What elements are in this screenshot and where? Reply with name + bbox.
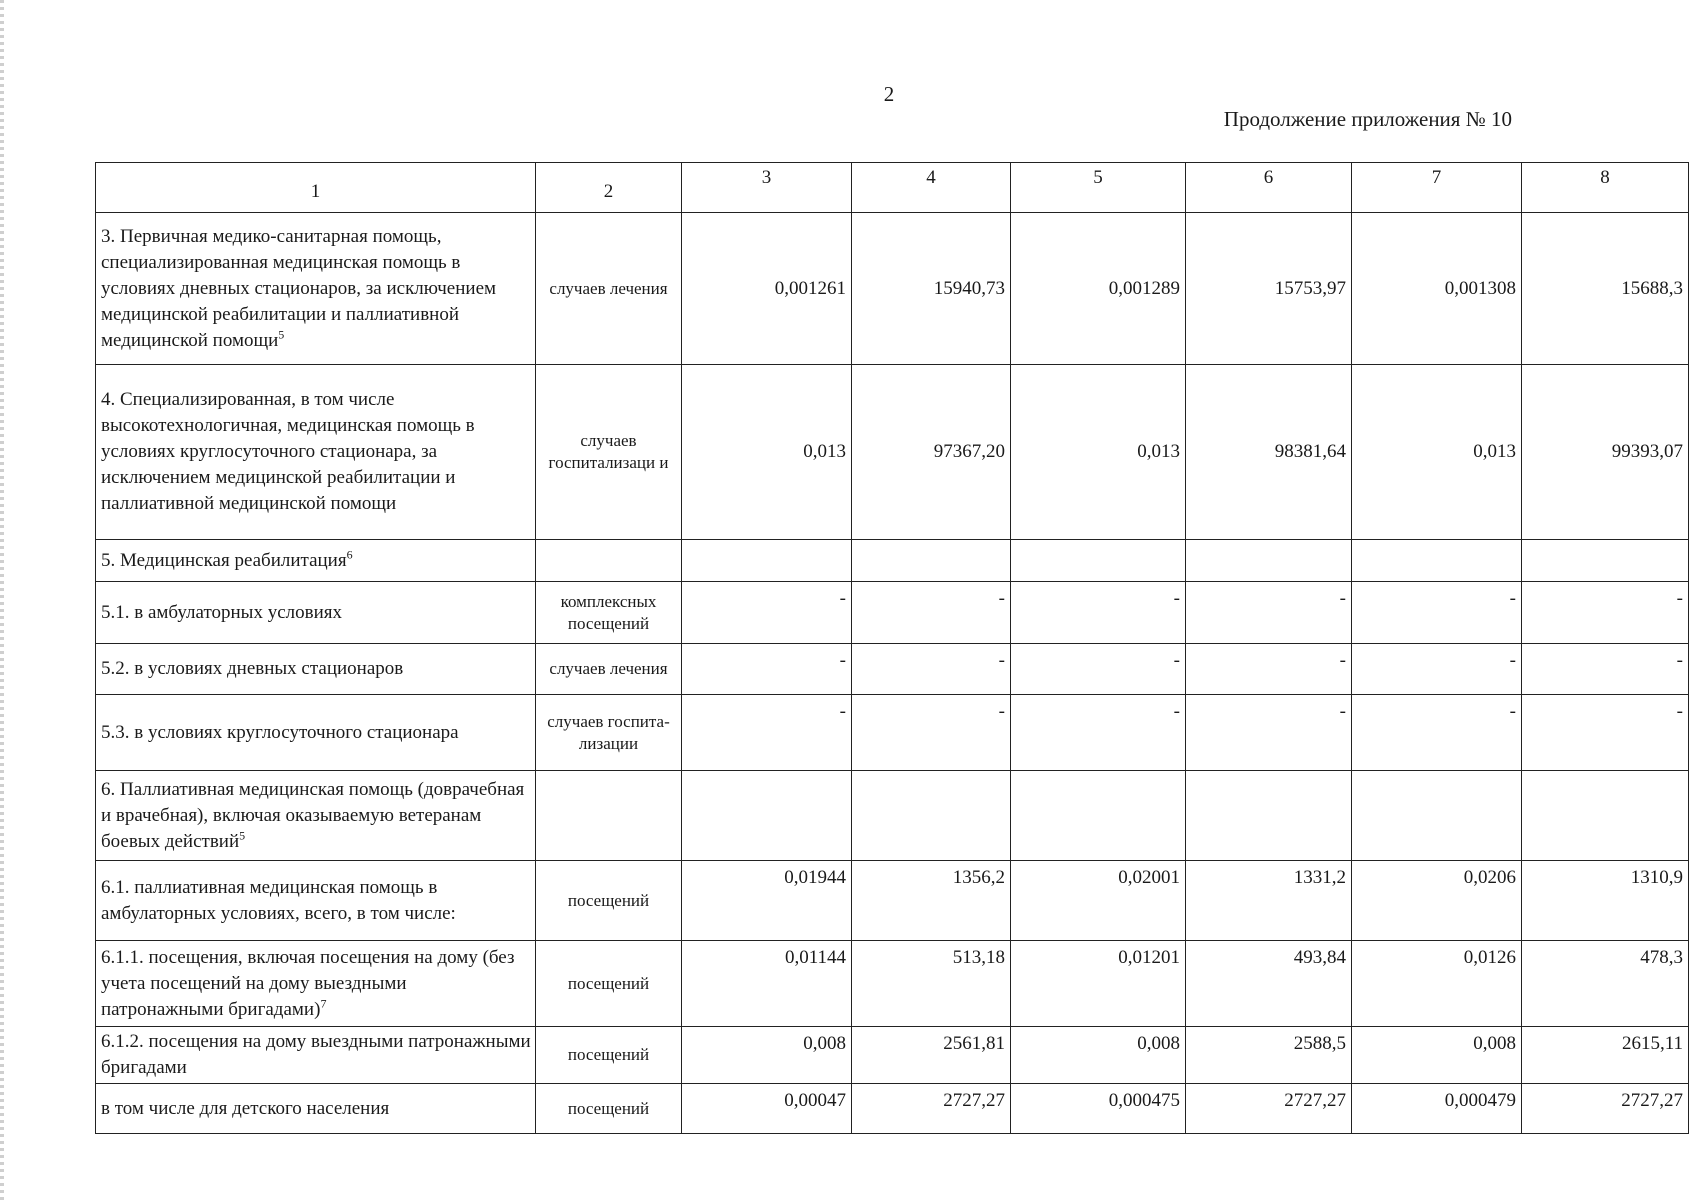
scan-edge-artifact — [0, 0, 4, 1200]
value-cell: - — [852, 582, 1011, 644]
column-number: 8 — [1522, 163, 1689, 213]
row-name-cell — [96, 941, 536, 1027]
value-cell: 0,001289 — [1011, 213, 1186, 365]
value-cell: - — [1186, 695, 1352, 771]
row-name-cell — [96, 365, 536, 540]
value-cell — [1352, 540, 1522, 582]
value-cell: 2727,27 — [852, 1084, 1011, 1134]
value-cell: 98381,64 — [1186, 365, 1352, 540]
value-cell: 493,84 — [1186, 941, 1352, 1027]
table-row — [96, 365, 1689, 540]
table-row — [96, 644, 1689, 695]
value-cell: 97367,20 — [852, 365, 1011, 540]
value-cell: 1356,2 — [852, 861, 1011, 941]
value-cell — [682, 771, 852, 861]
row-name: в том числе для детского населения — [101, 1097, 390, 1119]
row-name: 5. Медицинская реабилитация — [101, 549, 347, 571]
value-cell — [852, 771, 1011, 861]
row-name-cell — [96, 1084, 536, 1134]
row-name: 6.1.2. посещения на дому выездными патронажными бригадами — [101, 1031, 531, 1078]
value-cell: 0,01944 — [682, 861, 852, 941]
table-row — [96, 695, 1689, 771]
value-cell: 15940,73 — [852, 213, 1011, 365]
row-name: 6. Паллиативная медицинская помощь (доврачебная и врачебная), включая оказываемую ветеранам боевых действий — [101, 778, 525, 852]
value-cell: 0,01144 — [682, 941, 852, 1027]
value-cell: 478,3 — [1522, 941, 1689, 1027]
value-cell: - — [1522, 644, 1689, 695]
value-cell: 0,000475 — [1011, 1084, 1186, 1134]
value-cell: 0,0126 — [1352, 941, 1522, 1027]
row-name-cell — [96, 1027, 536, 1084]
unit-cell: случаев лечения — [536, 213, 682, 365]
row-name-cell — [96, 644, 536, 695]
column-number: 7 — [1352, 163, 1522, 213]
value-cell: - — [1352, 582, 1522, 644]
value-cell — [1352, 771, 1522, 861]
unit-cell: посещений — [536, 1084, 682, 1134]
footnote-mark: 5 — [239, 828, 246, 843]
value-cell: 0,00047 — [682, 1084, 852, 1134]
table-row — [96, 1027, 1689, 1084]
value-cell: - — [1011, 644, 1186, 695]
row-name-cell — [96, 540, 536, 582]
row-name-cell — [96, 771, 536, 861]
value-cell: 0,013 — [1352, 365, 1522, 540]
value-cell: 15688,3 — [1522, 213, 1689, 365]
column-number: 2 — [536, 163, 682, 213]
row-name: 5.1. в амбулаторных условиях — [101, 601, 342, 623]
unit-cell: посещений — [536, 1027, 682, 1084]
row-name-cell — [96, 213, 536, 365]
value-cell: 0,001308 — [1352, 213, 1522, 365]
unit-cell: случаев госпитализаци и — [536, 365, 682, 540]
value-cell: 0,013 — [1011, 365, 1186, 540]
value-cell: - — [1522, 695, 1689, 771]
table-row — [96, 861, 1689, 941]
row-name-cell — [96, 582, 536, 644]
value-cell: - — [1352, 644, 1522, 695]
column-number: 6 — [1186, 163, 1352, 213]
table-row — [96, 771, 1689, 861]
value-cell: 99393,07 — [1522, 365, 1689, 540]
value-cell — [1011, 540, 1186, 582]
table-row — [96, 582, 1689, 644]
value-cell: 2727,27 — [1186, 1084, 1352, 1134]
row-name: 4. Специализированная, в том числе высокотехнологичная, медицинская помощь в условиях круглосуточного стационара, за исключением медицинской реабилитации и паллиативной медицинской помощи — [101, 389, 475, 514]
value-cell: - — [1186, 644, 1352, 695]
row-name: 5.3. в условиях круглосуточного стационара — [101, 721, 459, 743]
value-cell — [1522, 540, 1689, 582]
column-number: 1 — [96, 163, 536, 213]
value-cell: 2561,81 — [852, 1027, 1011, 1084]
value-cell — [852, 540, 1011, 582]
value-cell: 0,008 — [682, 1027, 852, 1084]
value-cell: 1310,9 — [1522, 861, 1689, 941]
value-cell: 0,02001 — [1011, 861, 1186, 941]
value-cell: 1331,2 — [1186, 861, 1352, 941]
table-row — [96, 1084, 1689, 1134]
value-cell: 0,01201 — [1011, 941, 1186, 1027]
unit-cell: посещений — [536, 941, 682, 1027]
unit-cell — [536, 771, 682, 861]
column-number: 4 — [852, 163, 1011, 213]
value-cell: 0,0206 — [1352, 861, 1522, 941]
value-cell: - — [852, 644, 1011, 695]
value-cell — [1011, 771, 1186, 861]
value-cell: 0,001261 — [682, 213, 852, 365]
page-number: 2 — [883, 82, 895, 106]
row-name-cell — [96, 695, 536, 771]
value-cell: 2588,5 — [1186, 1027, 1352, 1084]
value-cell — [682, 540, 852, 582]
tariff-table — [95, 162, 1689, 1134]
table-row — [96, 213, 1689, 365]
row-name: 3. Первичная медико-санитарная помощь, специализированная медицинская помощь в условиях дневных стационаров, за исключением медицинской реабилитации и паллиативной медицинской помощи — [101, 225, 497, 351]
value-cell: 0,008 — [1352, 1027, 1522, 1084]
column-number-row — [96, 163, 1689, 213]
footnote-mark: 7 — [320, 996, 327, 1011]
unit-cell — [536, 540, 682, 582]
value-cell: - — [1011, 695, 1186, 771]
value-cell — [1186, 771, 1352, 861]
value-cell: - — [682, 644, 852, 695]
row-name: 6.1. паллиативная медицинская помощь в амбулаторных условиях, всего, в том числе: — [101, 876, 456, 924]
value-cell: 0,013 — [682, 365, 852, 540]
value-cell: - — [682, 695, 852, 771]
value-cell: - — [1011, 582, 1186, 644]
value-cell: 2727,27 — [1522, 1084, 1689, 1134]
footnote-mark: 6 — [346, 547, 353, 562]
value-cell: - — [682, 582, 852, 644]
row-name: 6.1.1. посещения, включая посещения на дому (без учета посещений на дому выездными патронажными бригадами) — [101, 946, 515, 1020]
row-name-cell — [96, 861, 536, 941]
column-number: 5 — [1011, 163, 1186, 213]
annex-continuation-note: Продолжение приложения № 10 — [1223, 107, 1512, 131]
unit-cell: посещений — [536, 861, 682, 941]
value-cell: 15753,97 — [1186, 213, 1352, 365]
value-cell: 0,008 — [1011, 1027, 1186, 1084]
unit-cell: случаев госпита-лизации — [536, 695, 682, 771]
value-cell — [1522, 771, 1689, 861]
row-name: 5.2. в условиях дневных стационаров — [101, 658, 404, 679]
unit-cell: комплексных посещений — [536, 582, 682, 644]
value-cell: 2615,11 — [1522, 1027, 1689, 1084]
table-row — [96, 540, 1689, 582]
value-cell: - — [1522, 582, 1689, 644]
value-cell: - — [1186, 582, 1352, 644]
value-cell: 513,18 — [852, 941, 1011, 1027]
value-cell: - — [852, 695, 1011, 771]
value-cell: 0,000479 — [1352, 1084, 1522, 1134]
table-row — [96, 941, 1689, 1027]
value-cell: - — [1352, 695, 1522, 771]
unit-cell: случаев лечения — [536, 644, 682, 695]
value-cell — [1186, 540, 1352, 582]
column-number: 3 — [682, 163, 852, 213]
footnote-mark: 5 — [278, 327, 285, 342]
